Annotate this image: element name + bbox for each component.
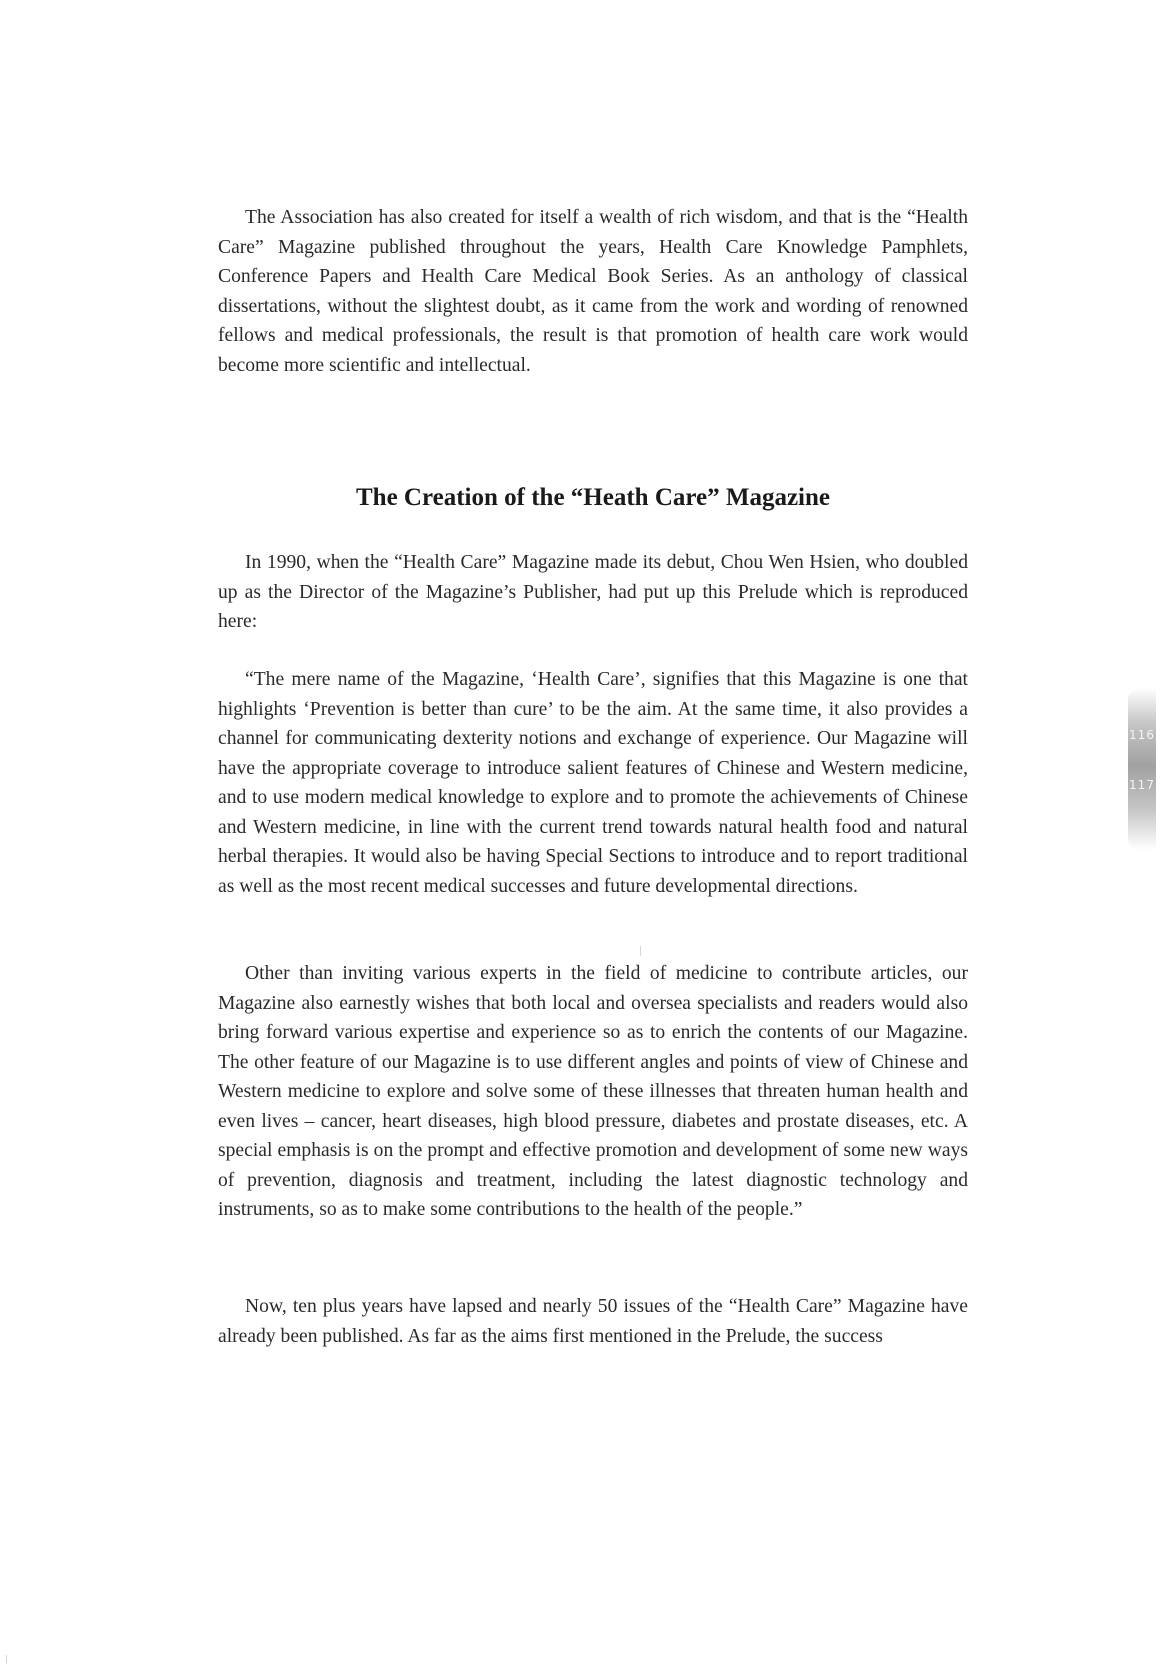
paragraph-prelude-quote: “The mere name of the Magazine, ‘Health Care’, signifies that this Magazine is one that highlights ‘Prevention is better than cure’ to be the aim. At the same time, it also provides a channel for communicating dexterity notions and exchange of experience. Our Magazine will have the appropriate coverage to introduce salient features of Chinese and Western medicine, and to use modern medical knowledge to explore and to promote the achievements of Chinese and Western medicine, in line with the current trend towards natural health food and natural herbal therapies. It would also be having Special Sections to introduce and to report traditional as well as the most recent medical successes and future developmental directions. — [218, 669, 968, 897]
paragraph-ten-years-later: Now, ten plus years have lapsed and nearly 50 issues of the “Health Care” Magazine have already been published. As far as the aims first mentioned in the Prelude, the success — [218, 1296, 968, 1347]
paragraph-prelude-continued: Other than inviting various experts in the field of medicine to contribute articles, our Magazine also earnestly wishes that both local and oversea specialists and readers would also bring forward various expertise and experience so as to enrich the contents of our Magazine. The other feature of our Magazine is to use different angles and points of view of Chinese and Western medicine to explore and solve some of these illnesses that threaten human health and even lives – cancer, heart diseases, high blood pressure, diabetes and prostate diseases, etc. A special emphasis is on the prompt and effective promotion and development of some new ways of prevention, diagnosis and treatment, including the latest diagnostic technology and instruments, so as to make some contributions to the health of the people.” — [218, 963, 968, 1220]
scan-speck — [6, 1655, 7, 1663]
page-thumb-tab — [1128, 688, 1156, 850]
thumb-tab-number-top: 116 — [1129, 728, 1155, 742]
paragraph-association-wisdom: The Association has also created for itself a wealth of rich wisdom, and that is the “Health Care” Magazine published throughout the years, Health Care Knowledge Pamphlets, Conference Papers and Health Care Medical Book Series. As an anthology of classical dissertations, without the slightest doubt, as it came from the work and wording of renowned fellows and medical professionals, the result is that promotion of health care work would become more scientific and intellectual. — [218, 207, 968, 376]
scan-speck — [640, 946, 641, 956]
section-heading: The Creation of the “Heath Care” Magazine — [356, 484, 830, 511]
paragraph-magazine-debut: In 1990, when the “Health Care” Magazine made its debut, Chou Wen Hsien, who doubled up as the Director of the Magazine’s Publisher, had put up this Prelude which is reproduced here: — [218, 552, 968, 632]
thumb-tab-number-bottom: 117 — [1129, 778, 1155, 792]
